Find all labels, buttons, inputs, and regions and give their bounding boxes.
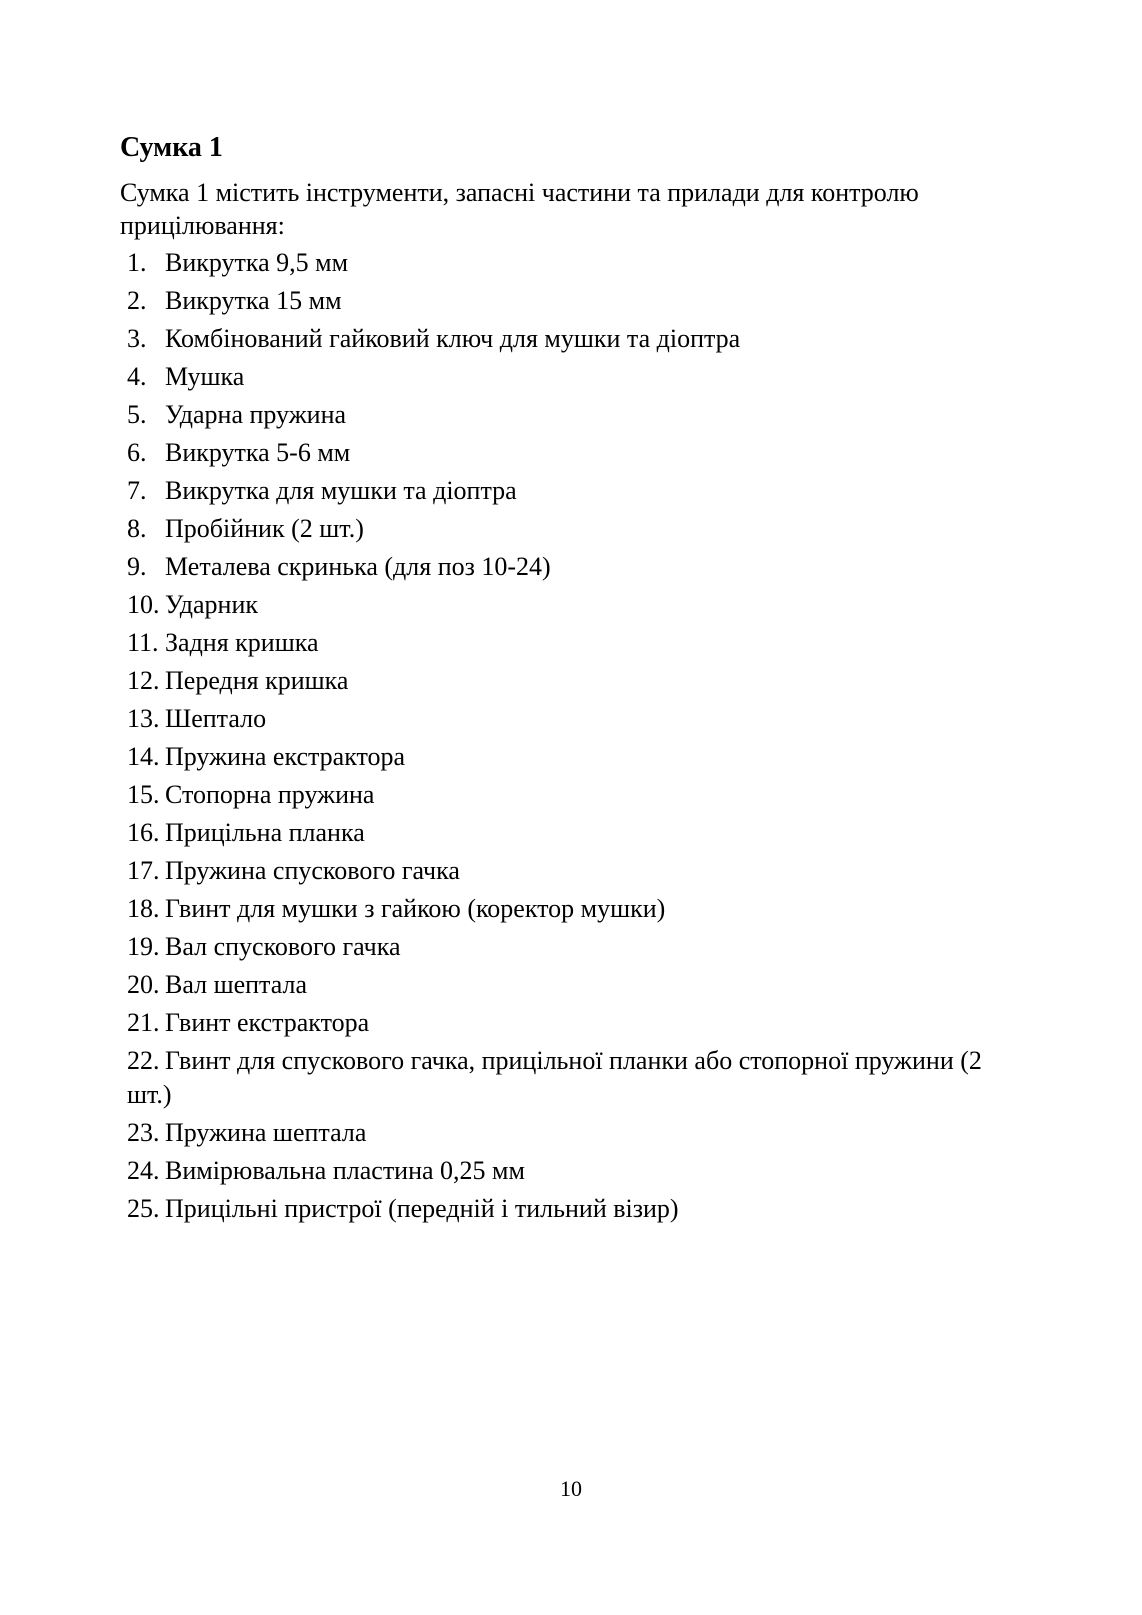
list-item-number: 4. <box>127 362 147 391</box>
list-item <box>120 930 1012 964</box>
list-item-text: Комбінований гайковий ключ для мушки та діоптра <box>165 324 741 353</box>
list-item <box>120 512 1012 546</box>
list-item-text: Гвинт екстрактора <box>165 1008 370 1037</box>
list-item-text: Передня кришка <box>165 666 349 695</box>
list-item-text: Гвинт для мушки з гайкою (коректор мушки) <box>165 894 666 923</box>
list-item-number: 22. <box>127 1046 160 1075</box>
parts-list <box>120 246 1012 1226</box>
list-item-text: Викрутка 15 мм <box>165 286 342 315</box>
list-item-text: Задня кришка <box>165 628 319 657</box>
list-item <box>120 1044 1012 1112</box>
list-item-number: 6. <box>127 438 147 467</box>
list-item-text: Прицільна планка <box>165 818 365 847</box>
list-item-text: Пружина екстрактора <box>165 742 406 771</box>
list-item <box>120 322 1012 356</box>
list-item-text: Викрутка для мушки та діоптра <box>165 476 517 505</box>
list-item <box>120 1116 1012 1150</box>
list-item-text: Вал шептала <box>165 970 308 999</box>
list-item-number: 16. <box>127 818 160 847</box>
section-heading: Сумка 1 <box>120 132 223 163</box>
list-item-number: 12. <box>127 666 160 695</box>
list-item-number: 1. <box>127 248 147 277</box>
list-item-text: Мушка <box>165 362 245 391</box>
list-item-text: Прицільні пристрої (передній і тильний візир) <box>165 1194 679 1223</box>
list-item-number: 5. <box>127 400 147 429</box>
list-item <box>120 436 1012 470</box>
list-item-number: 2. <box>127 286 147 315</box>
list-item-number: 15. <box>127 780 160 809</box>
list-item-text: Пружина шептала <box>165 1118 367 1147</box>
list-item-number: 10. <box>127 590 160 619</box>
list-item-number: 20. <box>127 970 160 999</box>
intro-paragraph: Сумка 1 містить інструменти, запасні частини та прилади для контролю прицілювання: <box>120 178 919 240</box>
list-item <box>120 360 1012 394</box>
list-item-text: Стопорна пружина <box>165 780 375 809</box>
list-item <box>120 892 1012 926</box>
list-item-text: Викрутка 9,5 мм <box>165 248 349 277</box>
list-item <box>120 588 1012 622</box>
list-item <box>120 246 1012 280</box>
list-item <box>120 1006 1012 1040</box>
list-item-number: 13. <box>127 704 160 733</box>
list-item-text: Шептало <box>165 704 267 733</box>
list-item-number: 21. <box>127 1008 160 1037</box>
list-item <box>120 740 1012 774</box>
list-item <box>120 664 1012 698</box>
page-number: 10 <box>560 1476 582 1501</box>
list-item <box>120 854 1012 888</box>
list-item <box>120 1154 1012 1188</box>
list-item <box>120 626 1012 660</box>
list-item-number: 25. <box>127 1194 160 1223</box>
list-item-text: Вимірювальна пластина 0,25 мм <box>165 1156 525 1185</box>
list-item-number: 19. <box>127 932 160 961</box>
list-item-number: 9. <box>127 552 147 581</box>
list-item-text: Пружина спускового гачка <box>165 856 460 885</box>
list-item <box>120 702 1012 736</box>
list-item <box>120 968 1012 1002</box>
list-item-number: 18. <box>127 894 160 923</box>
list-item-number: 23. <box>127 1118 160 1147</box>
list-item-text: Гвинт для спускового гачка, прицільної планки або стопорної пружини (2 шт.) <box>127 1046 982 1109</box>
list-item <box>120 474 1012 508</box>
list-item-text: Ударна пружина <box>165 400 347 429</box>
list-item-text: Викрутка 5-6 мм <box>165 438 351 467</box>
list-item-number: 11. <box>127 628 159 657</box>
list-item-text: Ударник <box>165 590 258 619</box>
list-item <box>120 1192 1012 1226</box>
list-item-text: Металева скринька (для поз 10-24) <box>165 552 551 581</box>
list-item <box>120 816 1012 850</box>
list-item-number: 7. <box>127 476 147 505</box>
list-item <box>120 778 1012 812</box>
list-item-text: Пробійник (2 шт.) <box>165 514 364 543</box>
list-item-number: 3. <box>127 324 147 353</box>
list-item-number: 8. <box>127 514 147 543</box>
list-item-number: 14. <box>127 742 160 771</box>
list-item <box>120 550 1012 584</box>
list-item-text: Вал спускового гачка <box>165 932 401 961</box>
list-item-number: 17. <box>127 856 160 885</box>
list-item-number: 24. <box>127 1156 160 1185</box>
list-item <box>120 284 1012 318</box>
list-item <box>120 398 1012 432</box>
